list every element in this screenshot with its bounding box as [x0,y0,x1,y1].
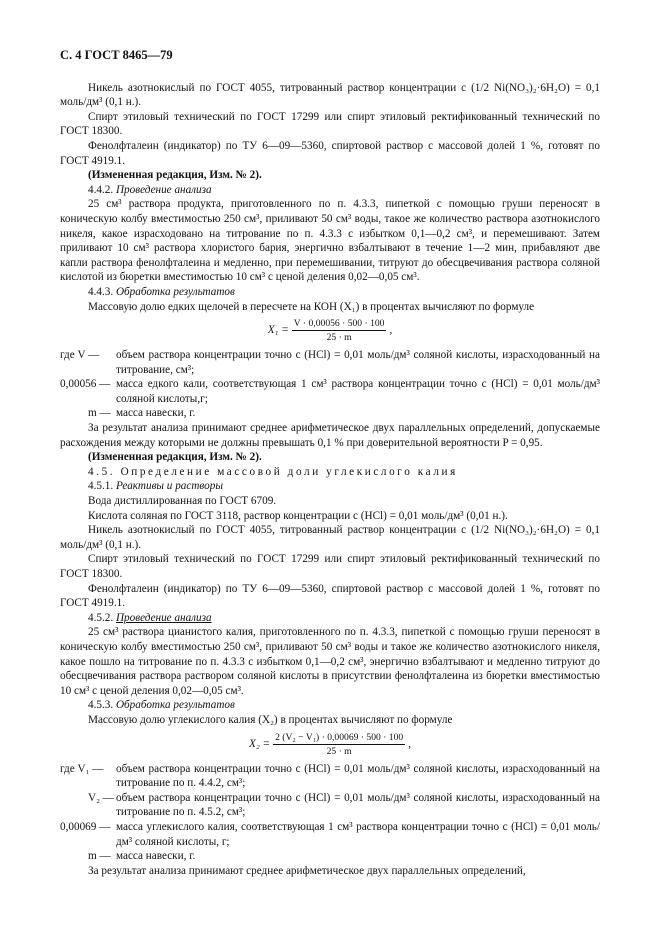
formula-fraction [292,318,387,343]
revision-note: (Измененная редакция, Изм. № 2). [88,451,262,464]
section-number: 4.5.3. [88,699,114,712]
definition-text: масса навески, г. [116,850,196,863]
paragraph-formula-intro: Массовую долю едких щелочей в пересчете на КОН (X₁) в процентах вычисляют по формуле [88,300,535,313]
formula-numerator: V · 0,00056 · 500 · 100 [293,318,385,330]
revision-note: (Измененная редакция, Изм. № 2). [88,169,262,182]
section-number: 4.5.2. [88,611,114,624]
definition-label: где V₁ — [60,762,104,775]
definition-label: 0,00069 — [60,820,111,833]
section-title: Обработка результатов [115,699,235,712]
definition-label: где V — [60,349,100,362]
definition-text: масса едкого кали, соответствующая 1 см³ раствора концентрации точно c (HCl) = 0,01 моль/дм³ соляной кислоты,г; [116,378,600,405]
paragraph-analysis-procedure: 25 см³ раствора продукта, приготовленного по п. 4.3.3, пипеткой с помощью груши переносят в коническую колбу вместимостью 250 см³, приливают 50 см³ воды, такое же количество раствора азотнокислого никеля, какое израсходовано на титрование по п. 4.3.3 с избытком 0,1—0,2 см³, и перемешивают. Затем приливают 10 см³ раствора хлористого бария, энергично взбалтывают в течение 1—2 мин, прибавляют две капли раствора фенолфталеина и медленно, при перемешивании, титруют до обесцвечивания раствора соляной кислотой из бюретки вместимостью 10 см³ с ценой деления 0,02—0,05 см³. [60,198,600,284]
paragraph-ethanol-2: Спирт этиловый технический по ГОСТ 17299 или спирт этиловый ректификованный технический по ГОСТ 18300. [60,553,600,580]
paragraph-nickel-2: Никель азотнокислый по ГОСТ 4055, титрованный раствор концентрации c (1/2 Ni(NO₃)₂·6H₂O) = 0,1 моль/дм³ (0,1 н.). [60,524,600,551]
section-number: 4.5.1. [88,480,114,493]
paragraph-result: За результат анализа принимают среднее арифметическое двух параллельных определений, допускаемые расхождения между которыми не должны превышать 0,1 % при доверительной вероятности P = 0,95. [60,422,600,449]
section-number: 4.4.2. [88,183,114,196]
paragraph-phenolphthalein: Фенолфталеин (индикатор) по ТУ 6—09—5360, спиртовой раствор с массовой долей 1 %, готовят по ГОСТ 4919.1. [60,139,600,167]
formula-tail: , [389,324,393,337]
formula-fraction [273,732,405,757]
section-4-5-2 [60,611,600,626]
section-title: Реактивы и растворы [115,480,223,493]
definition-text: объем раствора концентрации точно c (HCl) = 0,01 моль/дм³ соляной кислоты, израсходованный на титрование, см³; [116,349,600,376]
definition-label: V₂ — [88,791,114,804]
document-page [60,48,600,878]
page-header: С. 4 ГОСТ 8465—79 [60,48,173,62]
formula-numerator: 2 (V₂ − V₁) · 0,00069 · 500 · 100 [275,731,404,743]
section-4-4-2 [60,183,600,198]
definition-label: 0,00056 — [60,378,111,391]
definition-label: m — [88,850,111,863]
definition-text: объем раствора концентрации точно c (HCl) = 0,01 моль/дм³ соляной кислоты, израсходованный на титрование по п. 4.4.2, см³; [116,762,600,790]
formula-lhs: X₁ = [267,324,289,337]
section-4-4-3 [60,285,600,300]
formula-denominator: 25 · m [326,745,352,757]
paragraph-result-2: За результат анализа принимают среднее арифметическое двух параллельных определений, [88,864,526,877]
section-title: Обработка результатов [115,285,235,298]
definitions-x2 [60,762,600,864]
section-4-5-1 [60,479,600,494]
paragraph-ethanol: Спирт этиловый технический по ГОСТ 17299 или спирт этиловый ректификованный технический по ГОСТ 18300. [60,110,600,138]
paragraph-analysis-procedure-2: 25 см³ раствора цианистого калия, приготовленного по п. 4.3.3, пипеткой с помощью груши переносят в коническую колбу вместимостью 250 см³, приливают 50 см³ воды и такое же количество азотнокислого никеля, какое пошло на титрование по п. 4.3.3 с избытком 0,1—0,2 см³, энергично взбалтывают и медленно титруют до обесцвечивания раствора раствором соляной кислоты в присутствии фенолфталеина из бюретки вместимостью 10 см³ с ценой деления 0,02—0,05 см³. [60,626,600,697]
formula-denominator: 25 · m [326,332,352,344]
paragraph-nickel: Никель азотнокислый по ГОСТ 4055, титрованный раствор концентрации c (1/2 Ni(NO₃)₂·6H₂O) = 0,1 моль/дм³ (0,1 н.). [60,81,600,109]
formula-lhs: X₂ = [249,737,271,750]
formula-x1 [60,318,600,343]
definitions-x1 [60,348,600,421]
section-4-5-3 [60,698,600,713]
paragraph-hcl: Кислота соляная по ГОСТ 3118, раствор концентрации c (HCl) = 0,01 моль/дм³ (0,01 н.). [88,509,508,522]
paragraph-formula-intro-2: Массовую долю углекислого калия (X₂) в процентах вычисляют по формуле [88,713,453,726]
definition-text: масса навески, г. [116,407,196,420]
section-title: Проведение анализа [115,611,212,624]
section-title: Проведение анализа [115,183,212,196]
definition-text: объем раствора концентрации точно c (HCl) = 0,01 моль/дм³ соляной кислоты, израсходованный на титрование по п. 4.5.2, см³; [116,791,600,819]
section-4-5-heading: 4.5. Определение массовой доли углекислого калия [88,465,458,478]
paragraph-phenolphthalein-2: Фенолфталеин (индикатор) по ТУ 6—09—5360, спиртовой раствор с массовой долей 1 %, готовят по ГОСТ 4919.1. [60,582,600,610]
section-number: 4.4.3. [88,285,114,298]
formula-tail: , [408,737,411,750]
definition-label: m — [88,407,111,420]
formula-x2 [60,732,600,757]
definition-text: масса углекислого калия, соответствующая 1 см³ раствора концентрации точно c (HCl) = 0,01 моль/дм³ соляной кислоты, г; [116,820,600,848]
paragraph-water: Вода дистиллированная по ГОСТ 6709. [88,495,277,508]
